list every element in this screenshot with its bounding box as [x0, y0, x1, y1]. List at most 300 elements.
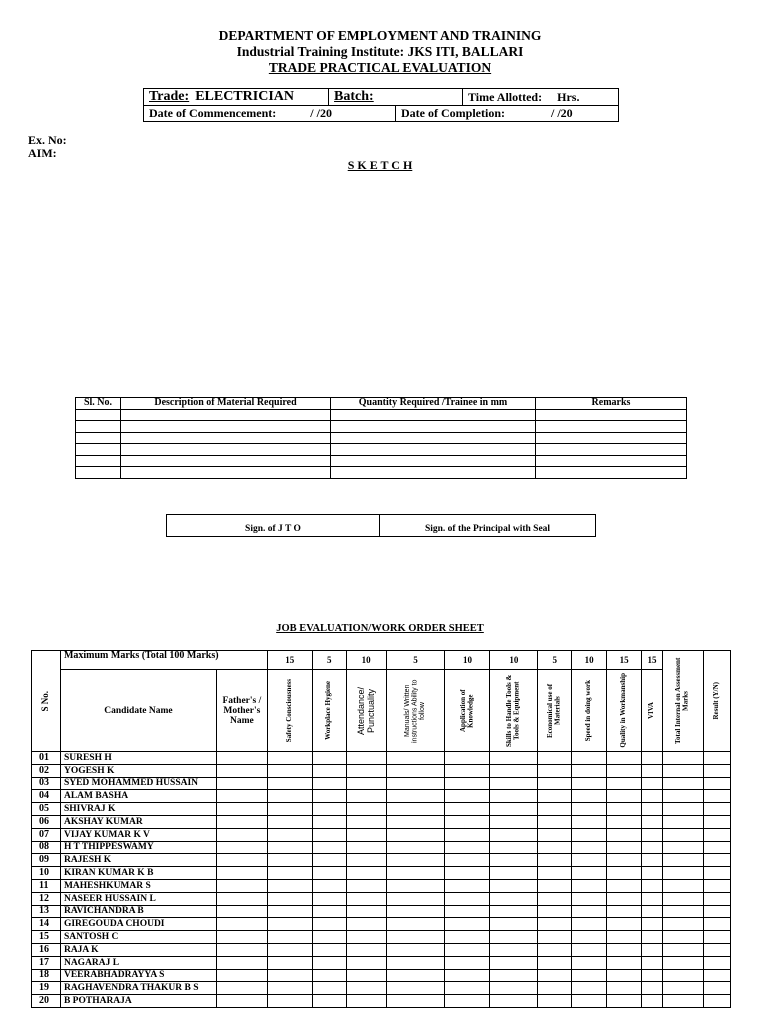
row-mark-cell — [312, 969, 346, 982]
row-sno: 07 — [32, 828, 61, 841]
row-mark-cell — [703, 905, 730, 918]
marks-attendance: 10 — [346, 651, 386, 670]
batch-cell — [329, 89, 463, 106]
row-mark-cell — [572, 982, 607, 995]
row-mark-cell — [663, 969, 704, 982]
criteria-safety: Safety Consciousness — [267, 670, 312, 752]
row-mark-cell — [642, 879, 663, 892]
row-mark-cell — [386, 777, 445, 790]
row-mark-cell — [703, 841, 730, 854]
row-mark-cell — [346, 931, 386, 944]
row-mark-cell — [445, 918, 490, 931]
table-row — [32, 815, 731, 828]
row-mark-cell — [607, 841, 642, 854]
row-candidate-name: AKSHAY KUMAR — [60, 815, 216, 828]
row-mark-cell — [703, 995, 730, 1008]
row-mark-cell — [572, 815, 607, 828]
row-mark-cell — [312, 879, 346, 892]
row-mark-cell — [703, 790, 730, 803]
row-mark-cell — [386, 867, 445, 880]
row-mark-cell — [346, 943, 386, 956]
row-mark-cell — [267, 956, 312, 969]
row-mark-cell — [703, 854, 730, 867]
row-mark-cell — [538, 841, 572, 854]
row-mark-cell — [538, 828, 572, 841]
row-mark-cell — [642, 764, 663, 777]
row-candidate-name: NASEER HUSSAIN L — [60, 892, 216, 905]
row-mark-cell — [642, 943, 663, 956]
row-mark-cell — [386, 790, 445, 803]
completion-value: / /20 — [551, 106, 573, 120]
row-mark-cell — [642, 982, 663, 995]
row-mark-cell — [267, 777, 312, 790]
row-mark-cell — [490, 815, 538, 828]
row-sno: 04 — [32, 790, 61, 803]
row-sno: 08 — [32, 841, 61, 854]
institute-title: Industrial Training Institute: JKS ITI, BALLARI — [236, 44, 524, 59]
row-mark-cell — [490, 828, 538, 841]
row-mark-cell — [607, 815, 642, 828]
row-mark-cell — [607, 892, 642, 905]
marks-hygiene: 5 — [312, 651, 346, 670]
row-sno: 17 — [32, 956, 61, 969]
material-header-quantity: Quantity Required /Trainee in mm — [331, 398, 536, 410]
row-mark-cell — [490, 752, 538, 765]
row-mark-cell — [703, 815, 730, 828]
row-mark-cell — [490, 867, 538, 880]
row-mark-cell — [267, 815, 312, 828]
row-mark-cell — [386, 956, 445, 969]
row-mark-cell — [607, 803, 642, 816]
row-mark-cell — [490, 969, 538, 982]
row-parent-name — [216, 905, 267, 918]
ex-no-label: Ex. No: — [28, 133, 67, 147]
row-mark-cell — [267, 943, 312, 956]
row-mark-cell — [267, 841, 312, 854]
row-mark-cell — [445, 803, 490, 816]
row-mark-cell — [572, 854, 607, 867]
row-mark-cell — [445, 931, 490, 944]
row-mark-cell — [703, 803, 730, 816]
row-mark-cell — [703, 956, 730, 969]
row-mark-cell — [346, 777, 386, 790]
row-mark-cell — [267, 764, 312, 777]
row-mark-cell — [538, 854, 572, 867]
row-mark-cell — [642, 841, 663, 854]
row-mark-cell — [703, 867, 730, 880]
row-mark-cell — [386, 841, 445, 854]
marks-knowledge: 10 — [445, 651, 490, 670]
row-mark-cell — [607, 969, 642, 982]
row-mark-cell — [346, 815, 386, 828]
trade-cell — [144, 89, 329, 106]
row-mark-cell — [703, 969, 730, 982]
row-parent-name — [216, 982, 267, 995]
row-mark-cell — [445, 982, 490, 995]
row-parent-name — [216, 867, 267, 880]
time-cell — [463, 89, 619, 106]
row-mark-cell — [663, 815, 704, 828]
row-mark-cell — [445, 892, 490, 905]
row-mark-cell — [703, 943, 730, 956]
table-row — [32, 841, 731, 854]
row-parent-name — [216, 956, 267, 969]
row-mark-cell — [312, 995, 346, 1008]
row-mark-cell — [663, 790, 704, 803]
aim-label: AIM: — [28, 146, 57, 160]
row-mark-cell — [267, 803, 312, 816]
table-row — [32, 879, 731, 892]
row-mark-cell — [572, 867, 607, 880]
row-mark-cell — [538, 982, 572, 995]
row-mark-cell — [386, 764, 445, 777]
table-row — [32, 982, 731, 995]
row-mark-cell — [663, 943, 704, 956]
row-mark-cell — [663, 995, 704, 1008]
material-table — [75, 397, 687, 479]
row-mark-cell — [572, 803, 607, 816]
row-mark-cell — [538, 943, 572, 956]
row-mark-cell — [346, 828, 386, 841]
row-mark-cell — [386, 828, 445, 841]
row-mark-cell — [538, 892, 572, 905]
row-mark-cell — [267, 752, 312, 765]
row-mark-cell — [642, 905, 663, 918]
row-mark-cell — [346, 956, 386, 969]
row-mark-cell — [346, 879, 386, 892]
row-mark-cell — [346, 918, 386, 931]
row-mark-cell — [538, 956, 572, 969]
row-mark-cell — [490, 982, 538, 995]
job-evaluation-title: JOB EVALUATION/WORK ORDER SHEET — [276, 623, 484, 634]
row-mark-cell — [490, 905, 538, 918]
row-mark-cell — [642, 867, 663, 880]
signature-table — [166, 514, 596, 537]
row-candidate-name: SHIVRAJ K — [60, 803, 216, 816]
row-mark-cell — [642, 752, 663, 765]
row-mark-cell — [312, 892, 346, 905]
row-mark-cell — [445, 790, 490, 803]
row-mark-cell — [267, 790, 312, 803]
row-mark-cell — [346, 867, 386, 880]
table-row — [32, 905, 731, 918]
table-row — [32, 828, 731, 841]
row-mark-cell — [386, 931, 445, 944]
row-parent-name — [216, 969, 267, 982]
row-mark-cell — [572, 752, 607, 765]
row-mark-cell — [572, 764, 607, 777]
row-parent-name — [216, 841, 267, 854]
row-mark-cell — [346, 995, 386, 1008]
row-mark-cell — [445, 828, 490, 841]
row-mark-cell — [572, 931, 607, 944]
table-row — [32, 892, 731, 905]
row-mark-cell — [607, 943, 642, 956]
row-mark-cell — [607, 752, 642, 765]
row-mark-cell — [386, 892, 445, 905]
row-mark-cell — [267, 879, 312, 892]
row-mark-cell — [386, 879, 445, 892]
row-mark-cell — [703, 892, 730, 905]
row-mark-cell — [386, 815, 445, 828]
max-marks-header: Maximum Marks (Total 100 Marks) — [60, 651, 267, 670]
row-mark-cell — [607, 828, 642, 841]
row-mark-cell — [538, 879, 572, 892]
marks-skills: 10 — [490, 651, 538, 670]
row-sno: 06 — [32, 815, 61, 828]
row-mark-cell — [490, 931, 538, 944]
row-mark-cell — [386, 752, 445, 765]
row-mark-cell — [572, 943, 607, 956]
row-mark-cell — [642, 969, 663, 982]
row-mark-cell — [346, 752, 386, 765]
row-candidate-name: B POTHARAJA — [60, 995, 216, 1008]
row-mark-cell — [572, 995, 607, 1008]
row-candidate-name: RAGHAVENDRA THAKUR B S — [60, 982, 216, 995]
row-mark-cell — [445, 815, 490, 828]
row-mark-cell — [386, 982, 445, 995]
row-mark-cell — [445, 956, 490, 969]
criteria-hygiene: Workplace Hygiene — [312, 670, 346, 752]
table-row — [32, 956, 731, 969]
row-candidate-name: RAVICHANDRA B — [60, 905, 216, 918]
row-mark-cell — [572, 828, 607, 841]
result-header: Result (Y/N) — [703, 651, 730, 752]
table-row — [32, 867, 731, 880]
row-candidate-name: NAGARAJ L — [60, 956, 216, 969]
row-mark-cell — [642, 790, 663, 803]
row-sno: 12 — [32, 892, 61, 905]
criteria-quality: Quality in Workmanship — [607, 670, 642, 752]
row-mark-cell — [346, 892, 386, 905]
marks-economical: 5 — [538, 651, 572, 670]
row-parent-name — [216, 803, 267, 816]
row-sno: 18 — [32, 969, 61, 982]
marks-viva: 15 — [642, 651, 663, 670]
row-mark-cell — [267, 854, 312, 867]
row-mark-cell — [386, 905, 445, 918]
material-header-slno: Sl. No. — [76, 398, 121, 410]
row-mark-cell — [607, 854, 642, 867]
row-parent-name — [216, 931, 267, 944]
principal-signature: Sign. of the Principal with Seal — [380, 515, 596, 537]
row-parent-name — [216, 918, 267, 931]
criteria-speed: Speed in doing work — [572, 670, 607, 752]
material-row — [76, 455, 687, 467]
table-row — [32, 764, 731, 777]
row-mark-cell — [346, 790, 386, 803]
row-mark-cell — [572, 892, 607, 905]
material-row — [76, 467, 687, 479]
row-mark-cell — [663, 752, 704, 765]
row-sno: 09 — [32, 854, 61, 867]
row-mark-cell — [538, 790, 572, 803]
row-sno: 05 — [32, 803, 61, 816]
row-mark-cell — [312, 841, 346, 854]
row-mark-cell — [346, 841, 386, 854]
row-sno: 02 — [32, 764, 61, 777]
row-mark-cell — [312, 982, 346, 995]
row-mark-cell — [663, 918, 704, 931]
row-candidate-name: YOGESH K — [60, 764, 216, 777]
row-mark-cell — [607, 879, 642, 892]
row-mark-cell — [538, 931, 572, 944]
commencement-label: Date of Commencement: — [149, 106, 277, 120]
row-mark-cell — [312, 956, 346, 969]
row-mark-cell — [538, 752, 572, 765]
row-mark-cell — [663, 841, 704, 854]
row-mark-cell — [538, 777, 572, 790]
table-row — [32, 777, 731, 790]
row-candidate-name: MAHESHKUMAR S — [60, 879, 216, 892]
sno-header: S No. — [32, 651, 61, 752]
row-parent-name — [216, 879, 267, 892]
row-mark-cell — [663, 956, 704, 969]
row-mark-cell — [703, 879, 730, 892]
row-mark-cell — [607, 790, 642, 803]
row-parent-name — [216, 995, 267, 1008]
commencement-cell — [144, 106, 396, 122]
row-mark-cell — [642, 892, 663, 905]
row-sno: 11 — [32, 879, 61, 892]
row-mark-cell — [312, 790, 346, 803]
row-parent-name — [216, 854, 267, 867]
trade-info-table — [143, 88, 619, 122]
row-mark-cell — [663, 828, 704, 841]
row-candidate-name: ALAM BASHA — [60, 790, 216, 803]
row-mark-cell — [703, 752, 730, 765]
row-mark-cell — [312, 931, 346, 944]
row-parent-name — [216, 815, 267, 828]
table-row — [32, 790, 731, 803]
row-candidate-name: KIRAN KUMAR K B — [60, 867, 216, 880]
row-mark-cell — [490, 790, 538, 803]
parent-name-header: Father's / Mother's Name — [216, 670, 267, 752]
row-mark-cell — [663, 777, 704, 790]
time-unit: Hrs. — [557, 89, 580, 104]
row-parent-name — [216, 777, 267, 790]
row-mark-cell — [663, 892, 704, 905]
row-mark-cell — [607, 931, 642, 944]
row-mark-cell — [445, 905, 490, 918]
row-mark-cell — [267, 828, 312, 841]
row-mark-cell — [312, 905, 346, 918]
row-mark-cell — [703, 764, 730, 777]
row-sno: 20 — [32, 995, 61, 1008]
row-mark-cell — [445, 777, 490, 790]
table-row — [32, 803, 731, 816]
sketch-title: S K E T C H — [347, 158, 413, 172]
row-mark-cell — [703, 777, 730, 790]
row-mark-cell — [572, 790, 607, 803]
row-mark-cell — [642, 918, 663, 931]
commencement-value: / /20 — [310, 106, 332, 120]
row-mark-cell — [538, 969, 572, 982]
row-mark-cell — [445, 854, 490, 867]
row-mark-cell — [312, 867, 346, 880]
row-mark-cell — [346, 803, 386, 816]
row-mark-cell — [312, 918, 346, 931]
evaluation-title: TRADE PRACTICAL EVALUATION — [268, 60, 492, 75]
row-mark-cell — [312, 815, 346, 828]
material-row — [76, 409, 687, 421]
marks-manuals: 5 — [386, 651, 445, 670]
row-parent-name — [216, 828, 267, 841]
row-mark-cell — [445, 867, 490, 880]
batch-label: Batch: — [334, 89, 374, 104]
row-candidate-name: SURESH H — [60, 752, 216, 765]
time-label: Time Allotted: — [468, 89, 543, 104]
row-mark-cell — [538, 764, 572, 777]
row-mark-cell — [642, 854, 663, 867]
row-mark-cell — [642, 777, 663, 790]
row-mark-cell — [538, 905, 572, 918]
row-mark-cell — [663, 879, 704, 892]
row-mark-cell — [538, 803, 572, 816]
row-sno: 13 — [32, 905, 61, 918]
row-mark-cell — [346, 764, 386, 777]
department-title: DEPARTMENT OF EMPLOYMENT AND TRAINING — [218, 28, 542, 43]
completion-label: Date of Completion: — [401, 106, 505, 120]
row-sno: 01 — [32, 752, 61, 765]
row-mark-cell — [607, 956, 642, 969]
row-mark-cell — [312, 764, 346, 777]
criteria-economical: Economical use of Materials — [538, 670, 572, 752]
row-sno: 03 — [32, 777, 61, 790]
row-mark-cell — [267, 969, 312, 982]
row-mark-cell — [607, 905, 642, 918]
row-mark-cell — [572, 777, 607, 790]
row-mark-cell — [663, 803, 704, 816]
row-candidate-name: RAJA K — [60, 943, 216, 956]
criteria-skills: Skills to Handle Tools & Tools & Equipment — [490, 670, 538, 752]
row-mark-cell — [346, 905, 386, 918]
row-mark-cell — [445, 943, 490, 956]
row-mark-cell — [490, 879, 538, 892]
row-candidate-name: H T THIPPESWAMY — [60, 841, 216, 854]
row-mark-cell — [642, 931, 663, 944]
row-mark-cell — [703, 828, 730, 841]
table-row — [32, 969, 731, 982]
row-mark-cell — [663, 982, 704, 995]
row-sno: 19 — [32, 982, 61, 995]
row-sno: 14 — [32, 918, 61, 931]
row-mark-cell — [642, 803, 663, 816]
evaluation-table — [31, 650, 731, 1008]
marks-safety: 15 — [267, 651, 312, 670]
row-mark-cell — [572, 969, 607, 982]
row-mark-cell — [267, 995, 312, 1008]
row-mark-cell — [572, 879, 607, 892]
candidate-name-header: Candidate Name — [60, 670, 216, 752]
row-mark-cell — [663, 931, 704, 944]
row-mark-cell — [312, 803, 346, 816]
row-mark-cell — [386, 969, 445, 982]
row-mark-cell — [346, 982, 386, 995]
trade-value: ELECTRICIAN — [195, 89, 294, 104]
row-mark-cell — [445, 879, 490, 892]
row-parent-name — [216, 764, 267, 777]
criteria-viva: VIVA — [642, 670, 663, 752]
row-mark-cell — [312, 752, 346, 765]
row-mark-cell — [312, 828, 346, 841]
total-header: Total Internal on Assessment Marks — [663, 651, 704, 752]
row-mark-cell — [386, 995, 445, 1008]
completion-cell — [396, 106, 619, 122]
row-mark-cell — [663, 905, 704, 918]
table-row — [32, 931, 731, 944]
row-parent-name — [216, 892, 267, 905]
